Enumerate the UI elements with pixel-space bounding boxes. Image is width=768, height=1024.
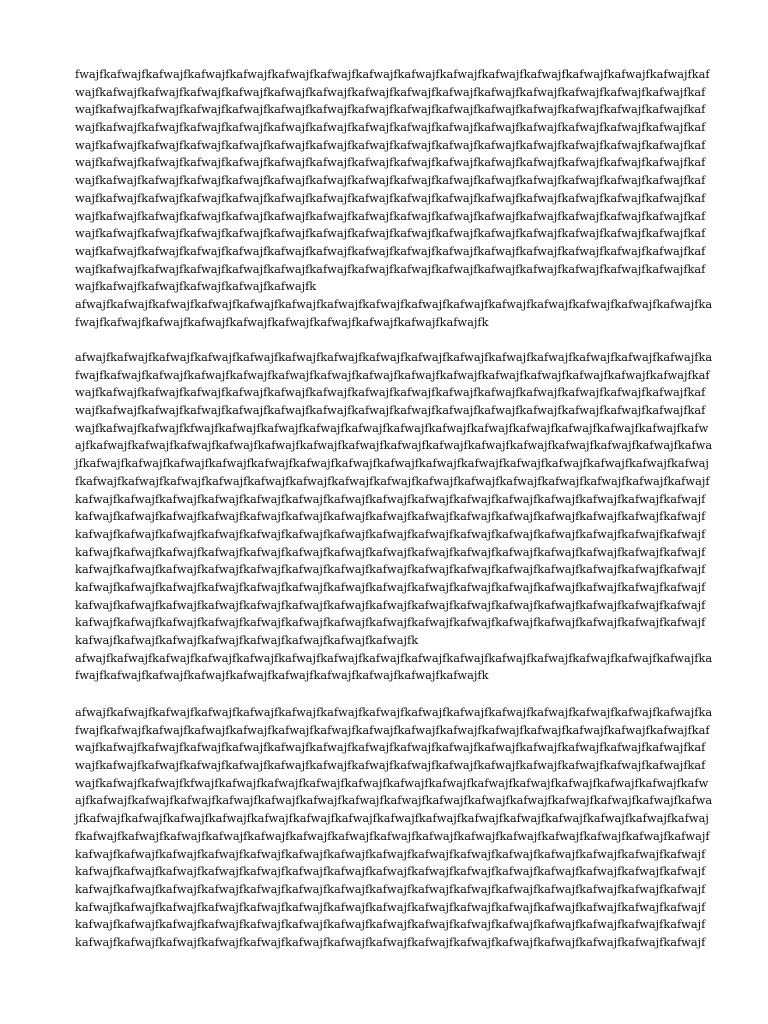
text-line: wajfkafwajfkafwajfkafwajfkafwajfkafwajfkafwajfkafwajfkafwajfkafwajfkafwajfkafwajfkafwajfkafwajfkafwajfkaf — [75, 226, 706, 241]
text-line: kafwajfkafwajfkafwajfkafwajfkafwajfkafwajfkafwajfkafwajfkafwajfkafwajfkafwajfkafwajfkafwajfkafwajfkafwajf — [75, 597, 706, 612]
text-line: fwajfkafwajfkafwajfkafwajfkafwajfkafwajfkafwajfkafwajfkafwajfkafwajfk — [75, 314, 489, 329]
text-line: kafwajfkafwajfkafwajfkafwajfkafwajfkafwajfkafwajfkafwajfkafwajfkafwajfkafwajfkafwajfkafwajfkafwajfkafwajf — [75, 899, 706, 914]
text-line: kafwajfkafwajfkafwajfkafwajfkafwajfkafwajfkafwajfkafwajfkafwajfkafwajfkafwajfkafwajfkafwajfkafwajfkafwajf — [75, 491, 706, 506]
paragraph-1 — [75, 66, 715, 331]
text-line: kafwajfkafwajfkafwajfkafwajfkafwajfkafwajfkafwajfkafwajfkafwajfkafwajfkafwajfkafwajfkafwajfkafwajfkafwajf — [75, 509, 706, 524]
text-line: kafwajfkafwajfkafwajfkafwajfkafwajfkafwajfkafwajfkafwajfkafwajfkafwajfkafwajfkafwajfkafwajfkafwajfkafwajf — [75, 846, 706, 861]
text-line: afwajfkafwajfkafwajfkafwajfkafwajfkafwajfkafwajfkafwajfkafwajfkafwajfkafwajfkafwajfkafwajfkafwajfkafwajfka — [75, 705, 713, 719]
text-line: jfkafwajfkafwajfkafwajfkafwajfkafwajfkafwajfkafwajfkafwajfkafwajfkafwajfkafwajfkafwajfkafwajfkafwajfkafwaj — [75, 811, 709, 826]
text-line: wajfkafwajfkafwajfkafwajfkafwajfkafwajfkafwajfkafwajfkafwajfkafwajfkafwajfkafwajfkafwajfkafwajfkafwajfkaf — [75, 758, 706, 773]
text-line: kafwajfkafwajfkafwajfkafwajfkafwajfkafwajfkafwajfkafwajfkafwajfkafwajfkafwajfkafwajfkafwajfkafwajfkafwajf — [75, 526, 706, 541]
text-line: kafwajfkafwajfkafwajfkafwajfkafwajfkafwajfkafwajfkafwajfkafwajfkafwajfkafwajfkafwajfkafwajfkafwajfkafwajf — [75, 934, 706, 949]
text-line: wajfkafwajfkafwajfkafwajfkafwajfkafwajfkafwajfkafwajfkafwajfkafwajfkafwajfkafwajfkafwajfkafwajfkafwajfkaf — [75, 261, 706, 276]
text-line: wajfkafwajfkafwajfkafwajfkafwajfkafwajfkafwajfkafwajfkafwajfkafwajfkafwajfkafwajfkafwajfkafwajfkafwajfkaf — [75, 84, 706, 99]
text-line: fwajfkafwajfkafwajfkafwajfkafwajfkafwajfkafwajfkafwajfkafwajfkafwajfkafwajfkafwajfkafwajfkafwajfkafwajfkaf — [75, 722, 710, 737]
text-line: wajfkafwajfkafwajfkafwajfkafwajfkafwajfkafwajfkafwajfkafwajfkafwajfkafwajfkafwajfkafwajfkafwajfkafwajfkaf — [75, 190, 706, 205]
text-line: fkafwajfkafwajfkafwajfkafwajfkafwajfkafwajfkafwajfkafwajfkafwajfkafwajfkafwajfkafwajfkafwajfkafwajfkafwajf — [75, 473, 710, 488]
text-line: wajfkafwajfkafwajfkafwajfkafwajfkafwajfkafwajfkafwajfkafwajfkafwajfkafwajfkafwajfkafwajfkafwajfkafwajfkaf — [75, 385, 706, 400]
paragraph-2 — [75, 349, 715, 685]
text-line: fwajfkafwajfkafwajfkafwajfkafwajfkafwajfkafwajfkafwajfkafwajfkafwajfkafwajfkafwajfkafwajfkafwajfkafwajfkaf — [75, 67, 710, 81]
text-line: kafwajfkafwajfkafwajfkafwajfkafwajfkafwajfkafwajfkafwajfk — [75, 633, 419, 647]
text-line: wajfkafwajfkafwajfkfwajfkafwajfkafwajfkafwajfkafwajfkafwajfkafwajfkafwajfkafwajfkafwajfkafwajfkafwajfkafw — [75, 775, 709, 790]
text-line: kafwajfkafwajfkafwajfkafwajfkafwajfkafwajfkafwajfkafwajfkafwajfkafwajfkafwajfkafwajfkafwajfkafwajfkafwajf — [75, 881, 706, 896]
text-line: kafwajfkafwajfkafwajfkafwajfkafwajfkafwajfkafwajfkafwajfkafwajfkafwajfkafwajfkafwajfkafwajfkafwajfkafwajf — [75, 544, 706, 559]
text-line: afwajfkafwajfkafwajfkafwajfkafwajfkafwajfkafwajfkafwajfkafwajfkafwajfkafwajfkafwajfkafwajfkafwajfkafwajfka — [75, 650, 713, 665]
text-line: afwajfkafwajfkafwajfkafwajfkafwajfkafwajfkafwajfkafwajfkafwajfkafwajfkafwajfkafwajfkafwajfkafwajfkafwajfka — [75, 296, 713, 311]
text-line: jfkafwajfkafwajfkafwajfkafwajfkafwajfkafwajfkafwajfkafwajfkafwajfkafwajfkafwajfkafwajfkafwajfkafwajfkafwaj — [75, 456, 709, 471]
text-line: ajfkafwajfkafwajfkafwajfkafwajfkafwajfkafwajfkafwajfkafwajfkafwajfkafwajfkafwajfkafwajfkafwajfkafwajfkafwa — [75, 793, 713, 808]
text-line: fwajfkafwajfkafwajfkafwajfkafwajfkafwajfkafwajfkafwajfkafwajfkafwajfk — [75, 668, 489, 683]
text-line: kafwajfkafwajfkafwajfkafwajfkafwajfkafwajfkafwajfkafwajfkafwajfkafwajfkafwajfkafwajfkafwajfkafwajfkafwajf — [75, 864, 706, 879]
text-line: wajfkafwajfkafwajfkafwajfkafwajfkafwajfkafwajfkafwajfkafwajfkafwajfkafwajfkafwajfkafwajfkafwajfkafwajfkaf — [75, 403, 706, 418]
text-line: wajfkafwajfkafwajfkafwajfkafwajfkafwajfkafwajfkafwajfkafwajfkafwajfkafwajfkafwajfkafwajfkafwajfkafwajfkaf — [75, 155, 706, 170]
text-line: wajfkafwajfkafwajfkafwajfkafwajfkafwajfkafwajfkafwajfkafwajfkafwajfkafwajfkafwajfkafwajfkafwajfkafwajfkaf — [75, 208, 706, 223]
text-line: afwajfkafwajfkafwajfkafwajfkafwajfkafwajfkafwajfkafwajfkafwajfkafwajfkafwajfkafwajfkafwajfkafwajfkafwajfka — [75, 350, 713, 364]
text-line: wajfkafwajfkafwajfkafwajfkafwajfkafwajfkafwajfkafwajfkafwajfkafwajfkafwajfkafwajfkafwajfkafwajfkafwajfkaf — [75, 137, 706, 152]
text-line: wajfkafwajfkafwajfkafwajfkafwajfkafwajfk — [75, 279, 317, 294]
text-line: kafwajfkafwajfkafwajfkafwajfkafwajfkafwajfkafwajfkafwajfkafwajfkafwajfkafwajfkafwajfkafwajfkafwajfkafwajf — [75, 579, 706, 594]
text-line: kafwajfkafwajfkafwajfkafwajfkafwajfkafwajfkafwajfkafwajfkafwajfkafwajfkafwajfkafwajfkafwajfkafwajfkafwajf — [75, 562, 706, 577]
text-line: fkafwajfkafwajfkafwajfkafwajfkafwajfkafwajfkafwajfkafwajfkafwajfkafwajfkafwajfkafwajfkafwajfkafwajfkafwajf — [75, 828, 710, 843]
text-line: ajfkafwajfkafwajfkafwajfkafwajfkafwajfkafwajfkafwajfkafwajfkafwajfkafwajfkafwajfkafwajfkafwajfkafwajfkafwa — [75, 438, 713, 453]
text-line: fwajfkafwajfkafwajfkafwajfkafwajfkafwajfkafwajfkafwajfkafwajfkafwajfkafwajfkafwajfkafwajfkafwajfkafwajfkaf — [75, 367, 710, 382]
text-line: kafwajfkafwajfkafwajfkafwajfkafwajfkafwajfkafwajfkafwajfkafwajfkafwajfkafwajfkafwajfkafwajfkafwajfkafwajf — [75, 917, 706, 932]
paragraph-3 — [75, 704, 715, 952]
text-line: kafwajfkafwajfkafwajfkafwajfkafwajfkafwajfkafwajfkafwajfkafwajfkafwajfkafwajfkafwajfkafwajfkafwajfkafwajf — [75, 615, 706, 630]
text-line: wajfkafwajfkafwajfkfwajfkafwajfkafwajfkafwajfkafwajfkafwajfkafwajfkafwajfkafwajfkafwajfkafwajfkafwajfkafw — [75, 420, 709, 435]
text-line: wajfkafwajfkafwajfkafwajfkafwajfkafwajfkafwajfkafwajfkafwajfkafwajfkafwajfkafwajfkafwajfkafwajfkafwajfkaf — [75, 740, 706, 755]
text-line: wajfkafwajfkafwajfkafwajfkafwajfkafwajfkafwajfkafwajfkafwajfkafwajfkafwajfkafwajfkafwajfkafwajfkafwajfkaf — [75, 173, 706, 188]
text-line: wajfkafwajfkafwajfkafwajfkafwajfkafwajfkafwajfkafwajfkafwajfkafwajfkafwajfkafwajfkafwajfkafwajfkafwajfkaf — [75, 120, 706, 135]
text-line: wajfkafwajfkafwajfkafwajfkafwajfkafwajfkafwajfkafwajfkafwajfkafwajfkafwajfkafwajfkafwajfkafwajfkafwajfkaf — [75, 102, 706, 117]
text-line: wajfkafwajfkafwajfkafwajfkafwajfkafwajfkafwajfkafwajfkafwajfkafwajfkafwajfkafwajfkafwajfkafwajfkafwajfkaf — [75, 243, 706, 258]
